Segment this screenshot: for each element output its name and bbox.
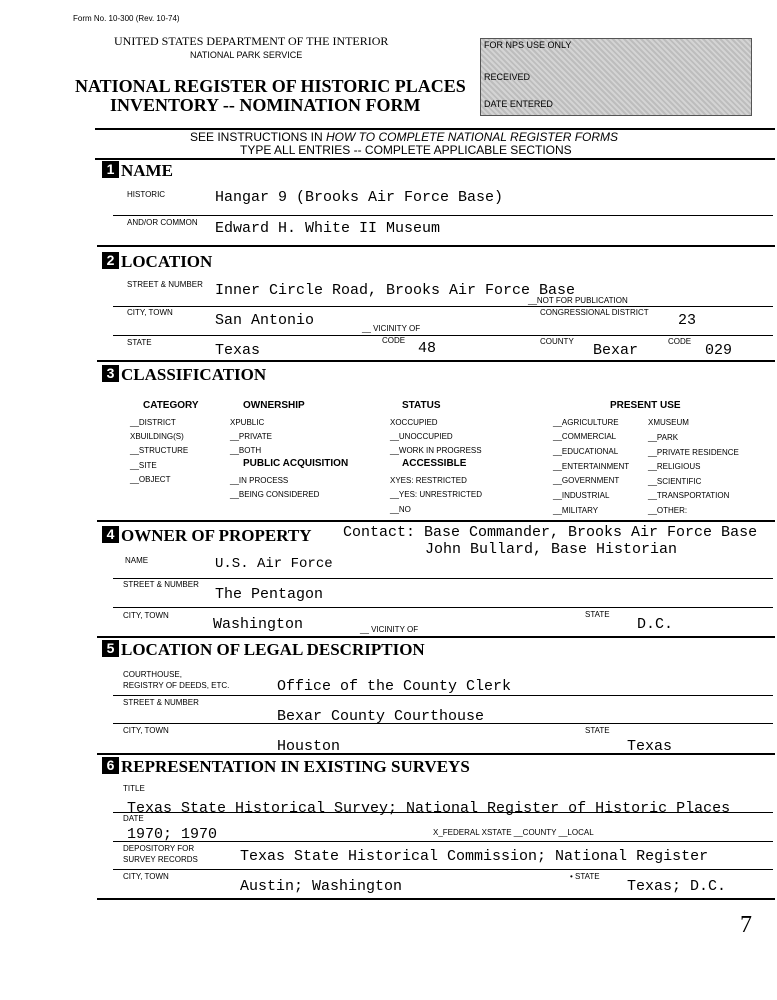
present-use-option: __SCIENTIFIC xyxy=(648,477,702,486)
survey-title: Texas State Historical Survey; National Register of Historic Places xyxy=(127,800,731,817)
courthouse-value: Office of the County Clerk xyxy=(277,678,512,695)
present-use-option: __COMMERCIAL xyxy=(553,432,617,441)
street-label: STREET & NUMBER xyxy=(127,280,203,289)
survey-city: Austin; Washington xyxy=(240,878,403,895)
nps-use-box xyxy=(480,38,752,116)
state-label: STATE xyxy=(127,338,152,347)
divider xyxy=(113,841,773,842)
historic-label: HISTORIC xyxy=(127,190,166,199)
present-use-option: __MILITARY xyxy=(553,506,599,515)
access-option: __YES: UNRESTRICTED xyxy=(390,490,483,499)
ownership-heading: OWNERSHIP xyxy=(243,400,305,411)
present-use-option: __PARK xyxy=(648,433,679,442)
present-use-option: __EDUCATIONAL xyxy=(553,447,619,456)
divider xyxy=(97,898,775,900)
service: NATIONAL PARK SERVICE xyxy=(190,50,303,60)
present-use-option: __TRANSPORTATION xyxy=(648,491,730,500)
status-heading: STATUS xyxy=(402,400,441,411)
category-heading: CATEGORY xyxy=(143,400,199,411)
instructions-line1: SEE INSTRUCTIONS IN HOW TO COMPLETE NATIONAL REGISTER FORMS xyxy=(190,130,619,144)
legal-street-label: STREET & NUMBER xyxy=(123,698,199,707)
survey-city-label: CITY, TOWN xyxy=(123,872,169,881)
acquisition-option: __BEING CONSIDERED xyxy=(230,490,320,499)
owner-name-label: NAME xyxy=(125,556,149,565)
county-code-label: CODE xyxy=(668,337,692,346)
category-option: __OBJECT xyxy=(130,475,171,484)
courthouse-label: COURTHOUSE, xyxy=(123,670,182,679)
not-for-publication: __NOT FOR PUBLICATION xyxy=(528,296,628,305)
received-label: RECEIVED xyxy=(484,72,531,82)
county-label: COUNTY xyxy=(540,337,574,346)
nps-label: FOR NPS USE ONLY xyxy=(484,40,572,50)
divider xyxy=(97,360,775,362)
legal-street: Bexar County Courthouse xyxy=(277,708,485,725)
owner-name: U.S. Air Force xyxy=(215,556,333,572)
divider xyxy=(113,607,773,608)
ownership-option: __BOTH xyxy=(230,446,262,455)
present-use-option: __ENTERTAINMENT xyxy=(553,462,630,471)
present-use-option: __INDUSTRIAL xyxy=(553,491,610,500)
section-legal-description-header: 5 LOCATION OF LEGAL DESCRIPTION xyxy=(102,640,425,660)
divider xyxy=(97,636,775,638)
section-location-header: 2 LOCATION xyxy=(102,252,212,272)
present-use-option: __RELIGIOUS xyxy=(648,462,701,471)
form-title-line1: NATIONAL REGISTER OF HISTORIC PLACES xyxy=(75,76,466,96)
legal-state-label: STATE xyxy=(585,726,610,735)
depository-value: Texas State Historical Commission; National Register xyxy=(240,848,709,865)
date-entered-label: DATE ENTERED xyxy=(484,99,553,109)
form-number: Form No. 10-300 (Rev. 10-74) xyxy=(73,14,180,23)
owner-city: Washington xyxy=(213,616,304,633)
acquisition-option: __IN PROCESS xyxy=(230,476,289,485)
section-name-header: 1 NAME xyxy=(102,161,173,181)
historic-name: Hangar 9 (Brooks Air Force Base) xyxy=(215,189,504,206)
category-option: XBUILDING(S) xyxy=(130,432,184,441)
divider xyxy=(113,695,773,696)
congressional-label: CONGRESSIONAL DISTRICT xyxy=(540,308,649,317)
survey-date: 1970; 1970 xyxy=(127,826,218,843)
divider xyxy=(97,753,775,755)
survey-records-label: SURVEY RECORDS xyxy=(123,855,198,864)
legal-state: Texas xyxy=(627,738,673,755)
owner-street-label: STREET & NUMBER xyxy=(123,580,199,589)
city-value: San Antonio xyxy=(215,312,315,329)
survey-title-label: TITLE xyxy=(123,784,145,793)
vicinity-label: __ VICINITY OF xyxy=(362,324,421,333)
divider xyxy=(97,245,775,247)
present-use-option: __GOVERNMENT xyxy=(553,476,620,485)
survey-levels: X_FEDERAL XSTATE __COUNTY __LOCAL xyxy=(433,828,594,837)
legal-city-label: CITY, TOWN xyxy=(123,726,169,735)
present-use-option: __AGRICULTURE xyxy=(553,418,619,427)
owner-street: The Pentagon xyxy=(215,586,324,603)
section-surveys-header: 6 REPRESENTATION IN EXISTING SURVEYS xyxy=(102,757,470,777)
category-option: __SITE xyxy=(130,461,157,470)
owner-contact: Contact: Base Commander, Brooks Air Force Base xyxy=(343,524,758,541)
street-value: Inner Circle Road, Brooks Air Force Base xyxy=(215,282,576,299)
present-use-heading: PRESENT USE xyxy=(610,400,681,411)
form-title-line2: INVENTORY -- NOMINATION FORM xyxy=(110,95,421,115)
status-option: __WORK IN PROGRESS xyxy=(390,446,482,455)
survey-state: Texas; D.C. xyxy=(627,878,727,895)
instructions-line2: TYPE ALL ENTRIES -- COMPLETE APPLICABLE SECTIONS xyxy=(240,143,572,157)
access-option: XYES: RESTRICTED xyxy=(390,476,467,485)
county-code: 029 xyxy=(705,342,733,359)
owner-vicinity-label: __ VICINITY OF xyxy=(360,625,419,634)
owner-state-label: STATE xyxy=(585,610,610,619)
status-option: __UNOCCUPIED xyxy=(390,432,453,441)
legal-city: Houston xyxy=(277,738,341,755)
congressional-district: 23 xyxy=(678,312,697,329)
present-use-option: __OTHER: xyxy=(648,506,688,515)
state-code: 48 xyxy=(418,340,437,357)
depository-label: DEPOSITORY FOR xyxy=(123,844,195,853)
registry-label: REGISTRY OF DEEDS, ETC. xyxy=(123,681,230,690)
divider xyxy=(113,869,773,870)
code-label: CODE xyxy=(382,336,406,345)
section-owner-header: 4 OWNER OF PROPERTY xyxy=(102,526,312,546)
section-classification-header: 3 CLASSIFICATION xyxy=(102,365,266,385)
city-label: CITY, TOWN xyxy=(127,308,173,317)
status-option: XOCCUPIED xyxy=(390,418,438,427)
divider xyxy=(97,520,775,522)
survey-state-label: • STATE xyxy=(570,872,600,881)
department: UNITED STATES DEPARTMENT OF THE INTERIOR xyxy=(114,34,389,48)
state-value: Texas xyxy=(215,342,261,359)
ownership-option: XPUBLIC xyxy=(230,418,265,427)
divider xyxy=(113,578,773,579)
divider xyxy=(113,812,773,813)
ownership-option: __PRIVATE xyxy=(230,432,272,441)
accessible-heading: ACCESSIBLE xyxy=(402,458,467,469)
divider xyxy=(113,335,773,336)
common-label: AND/OR COMMON xyxy=(127,218,198,227)
divider xyxy=(95,158,775,160)
divider xyxy=(113,723,773,724)
category-option: __DISTRICT xyxy=(130,418,176,427)
present-use-option: XMUSEUM xyxy=(648,418,689,427)
category-option: __STRUCTURE xyxy=(130,446,189,455)
access-option: __NO xyxy=(390,505,411,514)
public-acquisition-heading: PUBLIC ACQUISITION xyxy=(243,458,349,469)
survey-date-label: DATE xyxy=(123,814,144,823)
owner-contact-historian: John Bullard, Base Historian xyxy=(425,541,678,558)
county-value: Bexar xyxy=(593,342,639,359)
divider xyxy=(113,215,773,216)
owner-state: D.C. xyxy=(637,616,674,633)
owner-city-label: CITY, TOWN xyxy=(123,611,169,620)
common-name: Edward H. White II Museum xyxy=(215,220,441,237)
page-mark: 7 xyxy=(740,912,752,938)
present-use-option: __PRIVATE RESIDENCE xyxy=(648,448,739,457)
divider xyxy=(113,306,773,307)
